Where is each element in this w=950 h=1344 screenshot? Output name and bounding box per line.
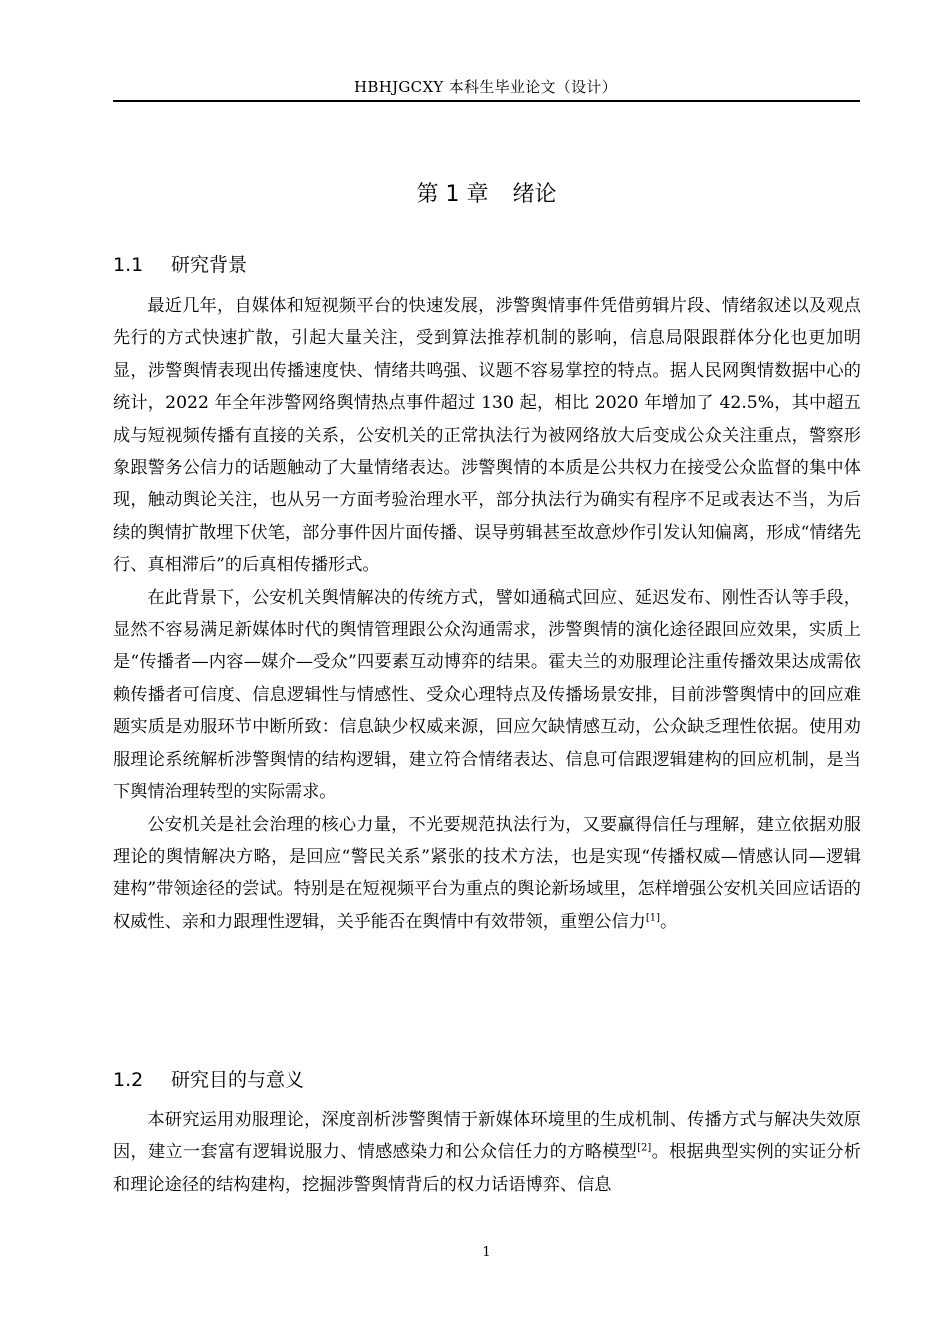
paragraph-text: 在此背景下，公安机关舆情解决的传统方式，譬如通稿式回应、延迟发布、刚性否认等手段，显然不容易满足新媒体时代的舆情管理跟公众沟通需求，涉警舆情的演化途径跟回应效果，实质上是“传播者—内容—媒介—受众”四要素互动博弈的结果。霍夫兰的劝服理论注重传播效果达成需依赖传播者可信度、信息逻辑性与情感性、受众心理特点及传播场景安排，目前涉警舆情中的回应难题实质是劝服环节中断所致：信息缺少权威来源，回应欠缺情感互动，公众缺乏理性依据。使用劝服理论系统解析涉警舆情的结构逻辑，建立符合情绪表达、信息可信跟逻辑建构的回应机制，是当下舆情治理转型的实际需求。 (113, 587, 861, 803)
chapter-name: 绪论 (512, 182, 557, 207)
section-number: 1.2 (113, 1069, 144, 1091)
paragraph (113, 582, 861, 809)
citation-marker: [2] (637, 1142, 652, 1154)
section-title: 研究目的与意义 (171, 1069, 305, 1091)
paragraph (113, 1104, 861, 1201)
paragraph-text: 公安机关是社会治理的核心力量，不光要规范执法行为，又要赢得信任与理解，建立依据劝服理论的舆情解决方略，是回应“警民关系”紧张的技术方法，也是实现“传播权威—情感认同—逻辑建构”带领途径的尝试。特别是在短视频平台为重点的舆论新场域里，怎样增强公安机关回应话语的权威性、亲和力跟理性逻辑，关乎能否在舆情中有效带领，重塑公信力 (113, 814, 861, 932)
running-header: HBHJGCXY 本科生毕业论文（设计） (353, 78, 617, 96)
section-heading-1-2 (113, 1066, 304, 1094)
paragraph-text: 本研究运用劝服理论，深度剖析涉警舆情于新媒体环境里的生成机制、传播方式与解决失效原因，建立一套富有逻辑说服力、情感感染力和公众信任力的方略模型 (113, 1110, 861, 1163)
paragraph-tail: 。 (660, 911, 678, 932)
section-heading-1-1 (113, 251, 247, 279)
paragraph-text: 最近几年，自媒体和短视频平台的快速发展，涉警舆情事件凭借剪辑片段、情绪叙述以及观点先行的方式快速扩散，引起大量关注，受到算法推荐机制的影响，信息局限跟群体分化也更加明显，涉警舆情表现出传播速度快、情绪共鸣强、议题不容易掌控的特点。据人民网舆情数据中心的统计，2022 年全年涉警网络舆情热点事件超过 130 起，相比 2020 年增加了 42.5%，其中超五成与短视频传播有直接的关系，公安机关的正常执法行为被网络放大后变成公众关注重点，警察形象跟警务公信力的话题触动了大量情绪表达。涉警舆情的本质是公共权力在接受公众监督的集中体现，触动舆论关注，也从另一方面考验治理水平，部分执法行为确实有程序不足或表达不当，为后续的舆情扩散埋下伏笔，部分事件因片面传播、误导剪辑甚至故意炒作引发认知偏离，形成“情绪先行、真相滞后”的后真相传播形式。 (113, 296, 861, 576)
paragraph (113, 809, 861, 939)
chapter-number: 第 1 章 (416, 182, 489, 207)
page-number: 1 (482, 1245, 491, 1260)
citation-marker: [1] (645, 911, 660, 923)
chapter-title (113, 179, 860, 211)
section-body-1-2 (113, 1104, 861, 1201)
paragraph-tail: 。根据典型实例的实证分析和理论途径的结构建构，挖掘涉警舆情背后的权力话语博弈、信息 (113, 1142, 861, 1195)
section-body-1-1 (113, 290, 861, 938)
paragraph (113, 290, 861, 582)
section-title: 研究背景 (171, 254, 248, 276)
header-rule (113, 100, 860, 102)
section-number: 1.1 (113, 254, 144, 276)
